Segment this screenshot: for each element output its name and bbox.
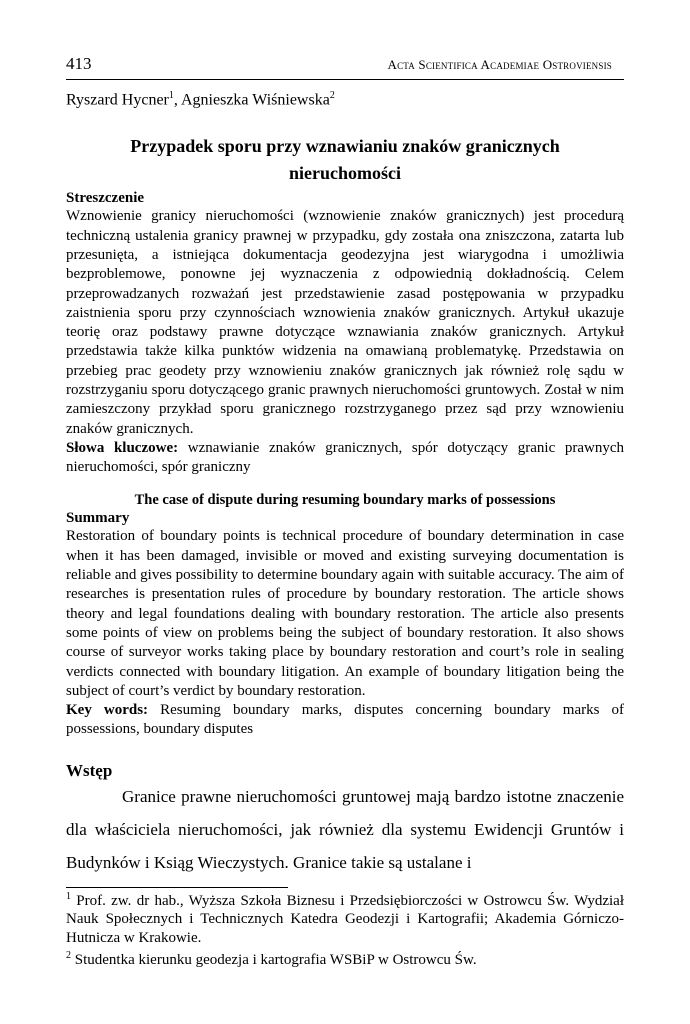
paper-title bbox=[66, 133, 624, 187]
keywords-pl-values: wznawianie znaków granicznych, spór dotyczący granic prawnych nieruchomości, spór graniczny bbox=[66, 439, 625, 476]
author-2: Agnieszka Wiśniewska bbox=[181, 91, 330, 109]
author-line bbox=[66, 90, 624, 109]
keywords-en-values: Resuming boundary marks, disputes concerning boundary marks of possessions, boundary disputes bbox=[66, 702, 624, 738]
keywords-pl-label: Słowa kluczowe: bbox=[66, 439, 179, 456]
author-1-footnote-mark: 1 bbox=[168, 90, 174, 101]
abstract-pl-text: Wznowienie granicy nieruchomości (wznowienie znaków granicznych) jest procedurą techniczną ustalenia granicy prawnej w przypadku, gdy została ona zniszczona, zatarta lub przesunięta, a istniejąca dokumentacja geodezyjna jest wiarygodna i umożliwia bezproblemowe, ponowne jej wyznaczenia z odpowiednią dokładnością. Celem przeprowadzanych rozważań jest przedstawienie zasad postępowania w przypadku zaistnienia sporu przy czynnościach wznowienia znaków granicznych. Artykuł ukazuje teorię oraz podstawy prawne dotyczące wznawiania znaków granicznych. Artykuł przedstawia także kilka punktów widzenia na omawianą problematykę. Przedstawia on przebieg prac geodety przy wznowieniu znaków granicznych jak również rolę sądu w rozstrzyganiu sporu dotyczącego granic prawnych nieruchomości gruntowych. Został w nim zamieszczony przykład sporu granicznego rozstrzyganego przez sąd przy wznowieniu znaków granicznych. bbox=[66, 208, 624, 437]
paper-title-line-1: Przypadek sporu przy wznawianiu znaków granicznych bbox=[130, 136, 560, 157]
footnote-1-mark: 1 bbox=[66, 890, 71, 902]
keywords-en-label: Key words: bbox=[66, 702, 149, 719]
footnote-2-text: Studentka kierunku geodezja i kartografia WSBiP w Ostrowcu Św. bbox=[71, 952, 477, 969]
page-number: 413 bbox=[66, 54, 92, 73]
footnote-2-mark: 2 bbox=[66, 950, 71, 962]
running-header bbox=[66, 54, 624, 80]
intro-heading: Wstęp bbox=[66, 760, 113, 780]
keywords-pl bbox=[66, 439, 624, 478]
footnote-1-text: Prof. zw. dr hab., Wyższa Szkoła Biznesu i Przedsiębiorczości w Ostrowcu Św. Wydział Nauk Społecznych i Technicznych Katedra Geodezji i Kartografii; Akademia Górniczo-Hutnicza w Krakowie. bbox=[66, 892, 624, 946]
author-1: Ryszard Hycner bbox=[66, 91, 169, 109]
paper-page bbox=[66, 54, 624, 970]
paper-title-line-2: nieruchomości bbox=[289, 163, 401, 184]
abstract-en-heading: Summary bbox=[66, 510, 130, 527]
footnote-1 bbox=[66, 888, 624, 948]
keywords-en bbox=[66, 701, 624, 740]
author-separator: , bbox=[173, 91, 181, 109]
footnote-2 bbox=[66, 947, 624, 970]
journal-name: Acta Scientifica Academiae Ostroviensis bbox=[387, 57, 612, 72]
abstract-pl-heading: Streszczenie bbox=[66, 190, 145, 207]
english-title: The case of dispute during resuming boundary marks of possessions bbox=[134, 492, 556, 509]
author-2-footnote-mark: 2 bbox=[329, 90, 335, 101]
abstract-en-text: Restoration of boundary points is technical procedure of boundary determination in case when it has been damaged, invisible or moved and existing surveying documentation is reliable and gives possibility to determine boundary again with suitable accuracy. The aim of researches is presentation rules of procedure by boundary restoration. The article shows theory and legal foundations dealing with boundary restoration. The article also presents some points of view on problems being the subject of boundary restoration. It also shows course of surveyor works taking place by boundary restoration and court’s role in sealing verdicts connected with boundary litigation. An example of boundary litigation being the subject of court’s verdict by boundary restoration. bbox=[66, 528, 624, 699]
intro-text: Granice prawne nieruchomości gruntowej mają bardzo istotne znaczenie dla właściciela nieruchomości, jak również dla systemu Ewidencji Gruntów i Budynków i Ksiąg Wieczystych. Granice takie są ustalane i bbox=[66, 786, 624, 872]
